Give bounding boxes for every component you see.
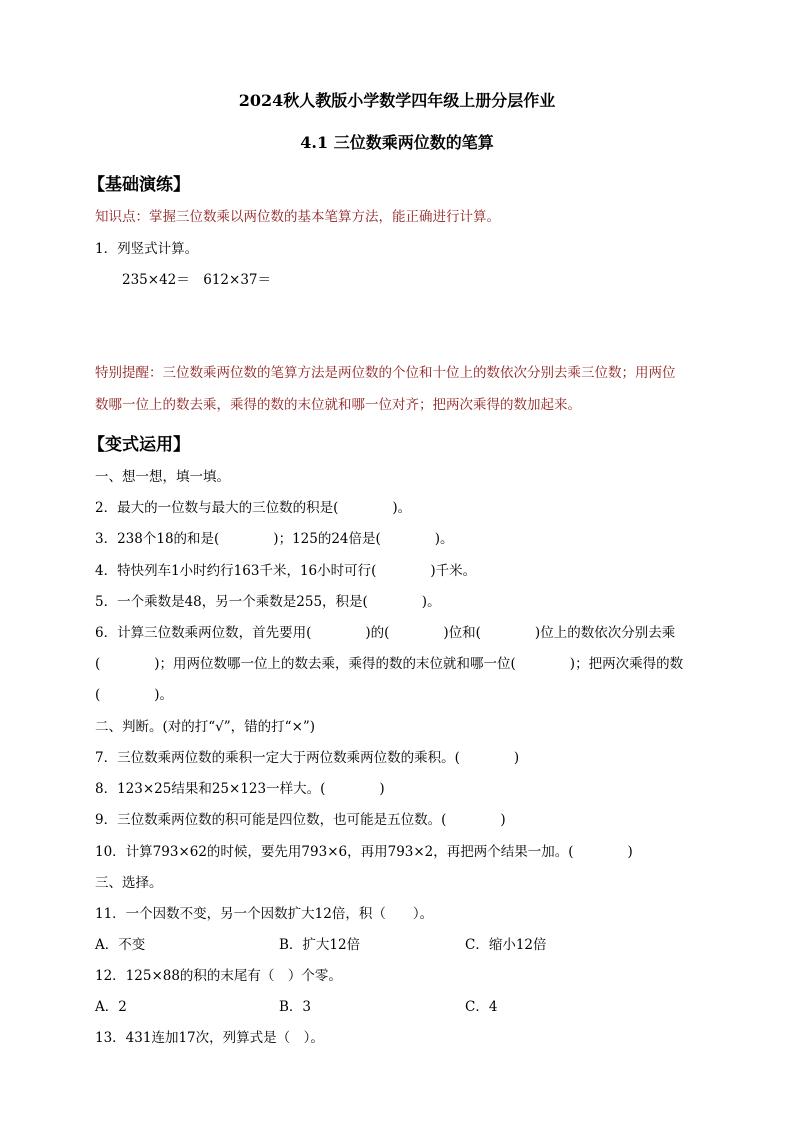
question-7: 7．三位数乘两位数的乘积一定大于两位数乘两位数的乘积。( )	[95, 750, 520, 766]
question-2: 2．最大的一位数与最大的三位数的积是( )。	[95, 500, 412, 516]
knowledge-point: 知识点：掌握三位数乘以两位数的基本笔算方法，能正确进行计算。	[95, 209, 500, 225]
question-11-option-c: C．缩小12倍	[465, 937, 547, 953]
question-6-line-2: ( )；用两位数哪一位上的数去乘，乘得的数的末位就和哪一位( )；把两次乘得的数	[95, 656, 684, 672]
question-12-option-a: A．2	[95, 999, 127, 1015]
question-4: 4．特快列车1小时约行163千米，16小时可行( )千米。	[95, 563, 477, 579]
question-10: 10．计算793×62的时候，要先用793×6，再用793×2，再把两个结果一加。( )	[95, 844, 633, 860]
question-6-line-3: ( )。	[95, 687, 174, 703]
question-8: 8．123×25结果和25×123一样大。( )	[95, 781, 385, 797]
question-5: 5．一个乘数是48，另一个乘数是255，积是( )。	[95, 594, 441, 610]
question-3: 3．238个18的和是( )；125的24倍是( )。	[95, 531, 454, 547]
worksheet-title: 2024秋人教版小学数学四年级上册分层作业	[238, 91, 556, 110]
question-11-option-a: A．不变	[95, 937, 146, 953]
part-1-heading: 一、想一想，填一填。	[95, 469, 230, 485]
question-12: 12．125×88的积的末尾有（ ）个零。	[95, 968, 342, 984]
question-1: 1．列竖式计算。	[95, 241, 199, 257]
question-12-option-b: B．3	[279, 999, 312, 1015]
question-11: 11．一个因数不变，另一个因数扩大12倍，积（ ）。	[95, 906, 434, 922]
part-2-heading: 二、判断。(对的打“√”，错的打“×”)	[95, 719, 316, 735]
question-6-line-1: 6．计算三位数乘两位数，首先要用( )的( )位和( )位上的数依次分别去乘	[95, 625, 676, 641]
question-1-expressions: 235×42＝ 612×37＝	[122, 272, 272, 288]
question-12-option-c: C．4	[465, 999, 498, 1015]
question-11-option-b: B．扩大12倍	[279, 937, 361, 953]
part-3-heading: 三、选择。	[95, 875, 163, 891]
lesson-subtitle: 4.1 三位数乘两位数的笔算	[300, 133, 494, 152]
reminder-line-1: 特别提醒：三位数乘两位数的笔算方法是两位数的个位和十位上的数依次分别去乘三位数；用两位	[95, 365, 676, 381]
section-heading-variant: 【变式运用】	[88, 435, 190, 455]
question-9: 9．三位数乘两位数的积可能是四位数，也可能是五位数。( )	[95, 812, 506, 828]
question-13: 13．431连加17次，列算式是（ ）。	[95, 1030, 324, 1046]
section-heading-basic: 【基础演练】	[88, 175, 190, 195]
reminder-line-2: 数哪一位上的数去乘，乘得的数的末位就和哪一位对齐；把两次乘得的数加起来。	[95, 397, 581, 413]
